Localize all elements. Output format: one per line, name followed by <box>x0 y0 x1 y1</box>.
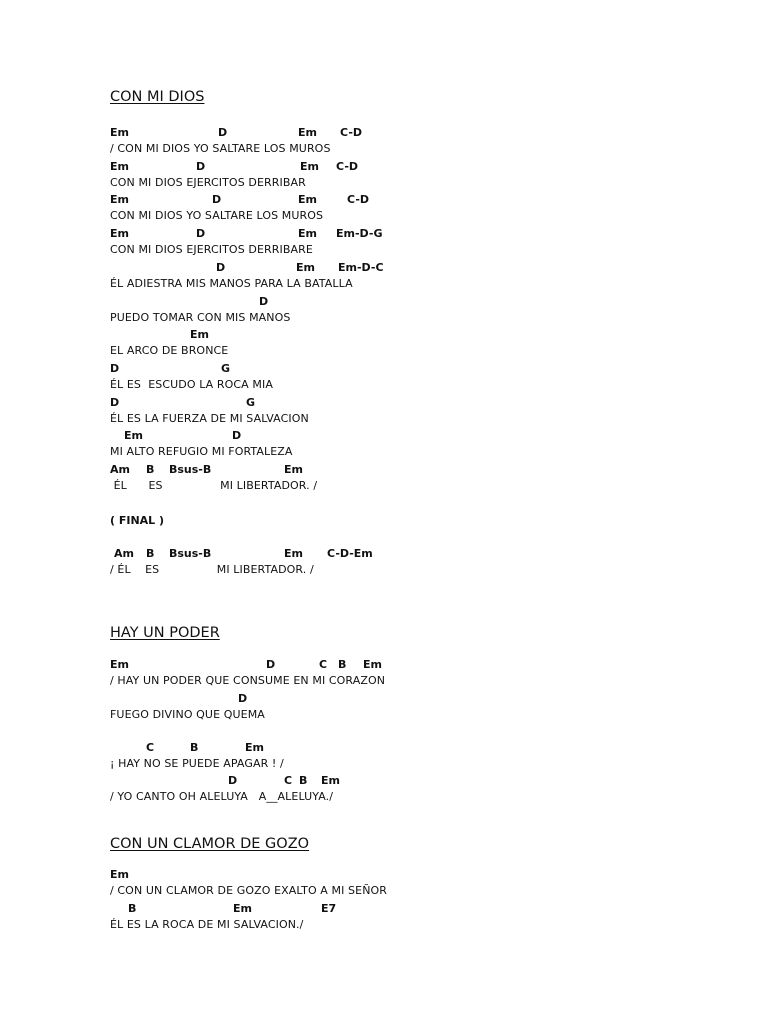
chord: Em <box>233 902 252 915</box>
chord: B <box>338 658 347 671</box>
lyric-line: / ÉL ES MI LIBERTADOR. / <box>110 563 314 576</box>
chord: Em <box>110 658 129 671</box>
chord: Em <box>296 261 315 274</box>
chord: D <box>196 160 206 173</box>
chord: Bsus-B <box>169 547 212 560</box>
final-label: ( FINAL ) <box>110 514 165 527</box>
lyric-line: CON MI DIOS EJERCITOS DERRIBAR <box>110 176 306 189</box>
lyric-line: / CON UN CLAMOR DE GOZO EXALTO A MI SEÑOR <box>110 884 388 897</box>
chord: Bsus-B <box>169 463 212 476</box>
lyric-line: ÉL ES MI LIBERTADOR. / <box>110 479 318 492</box>
chord: Em <box>363 658 382 671</box>
lyric-line: / CON MI DIOS YO SALTARE LOS MUROS <box>110 142 331 155</box>
chord: Em <box>110 227 129 240</box>
chord: D <box>232 429 242 442</box>
chord: Em <box>300 160 319 173</box>
lyric-line: ÉL ES ESCUDO LA ROCA MIA <box>110 378 273 391</box>
chord: Em <box>110 126 129 139</box>
chord: B <box>146 547 155 560</box>
chord: C <box>146 741 155 754</box>
lyric-line: ÉL ES LA FUERZA DE MI SALVACION <box>110 412 309 425</box>
lyric-line: FUEGO DIVINO QUE QUEMA <box>110 708 265 721</box>
chord: B <box>146 463 155 476</box>
chord: Em <box>245 741 264 754</box>
chord: Em <box>190 328 209 341</box>
chord: Em-D-G <box>336 227 383 240</box>
chord: Em <box>110 868 129 881</box>
lyric-line: EL ARCO DE BRONCE <box>110 344 229 357</box>
lyric-line: MI ALTO REFUGIO MI FORTALEZA <box>110 445 293 458</box>
chord: Em <box>321 774 340 787</box>
chord: E7 <box>321 902 337 915</box>
chord: Em <box>298 126 317 139</box>
chord: D <box>259 295 269 308</box>
lyric-line: CON MI DIOS YO SALTARE LOS MUROS <box>110 209 324 222</box>
chord: Em <box>284 463 303 476</box>
chord: G <box>246 396 256 409</box>
song-title: HAY UN PODER <box>110 625 220 641</box>
chord: D <box>228 774 238 787</box>
chord: Em <box>284 547 303 560</box>
lyric-line: / YO CANTO OH ALELUYA A__ALELUYA./ <box>110 790 334 803</box>
lyric-line: ¡ HAY NO SE PUEDE APAGAR ! / <box>110 757 284 770</box>
lyric-line: ÉL ES LA ROCA DE MI SALVACION./ <box>110 918 304 931</box>
chord: C-D-Em <box>327 547 373 560</box>
song-title: CON UN CLAMOR DE GOZO <box>110 836 310 852</box>
chord: D <box>216 261 226 274</box>
chord: C-D <box>347 193 370 206</box>
lyric-line: / HAY UN PODER QUE CONSUME EN MI CORAZON <box>110 674 386 687</box>
lyric-line: PUEDO TOMAR CON MIS MANOS <box>110 311 291 324</box>
chord: B <box>299 774 308 787</box>
chord: B <box>128 902 137 915</box>
chord: D <box>238 692 248 705</box>
chord: D <box>212 193 222 206</box>
chord: Em <box>110 193 129 206</box>
chord: D <box>196 227 206 240</box>
chord: C-D <box>340 126 363 139</box>
chord: D <box>110 396 120 409</box>
lyric-line: CON MI DIOS EJERCITOS DERRIBARE <box>110 243 313 256</box>
chord: C <box>319 658 328 671</box>
chord: Em <box>110 160 129 173</box>
chord: Em <box>298 227 317 240</box>
chord: Em <box>124 429 143 442</box>
chord: C-D <box>336 160 359 173</box>
chord: Am <box>114 547 134 560</box>
chord: Em <box>298 193 317 206</box>
chord: D <box>266 658 276 671</box>
chord: Am <box>110 463 130 476</box>
chord: Em-D-C <box>338 261 384 274</box>
song-title: CON MI DIOS <box>110 89 205 105</box>
chord: D <box>218 126 228 139</box>
chord: B <box>190 741 199 754</box>
chord: G <box>221 362 231 375</box>
lyric-line: ÉL ADIESTRA MIS MANOS PARA LA BATALLA <box>110 277 353 290</box>
chord: D <box>110 362 120 375</box>
chord: C <box>284 774 293 787</box>
